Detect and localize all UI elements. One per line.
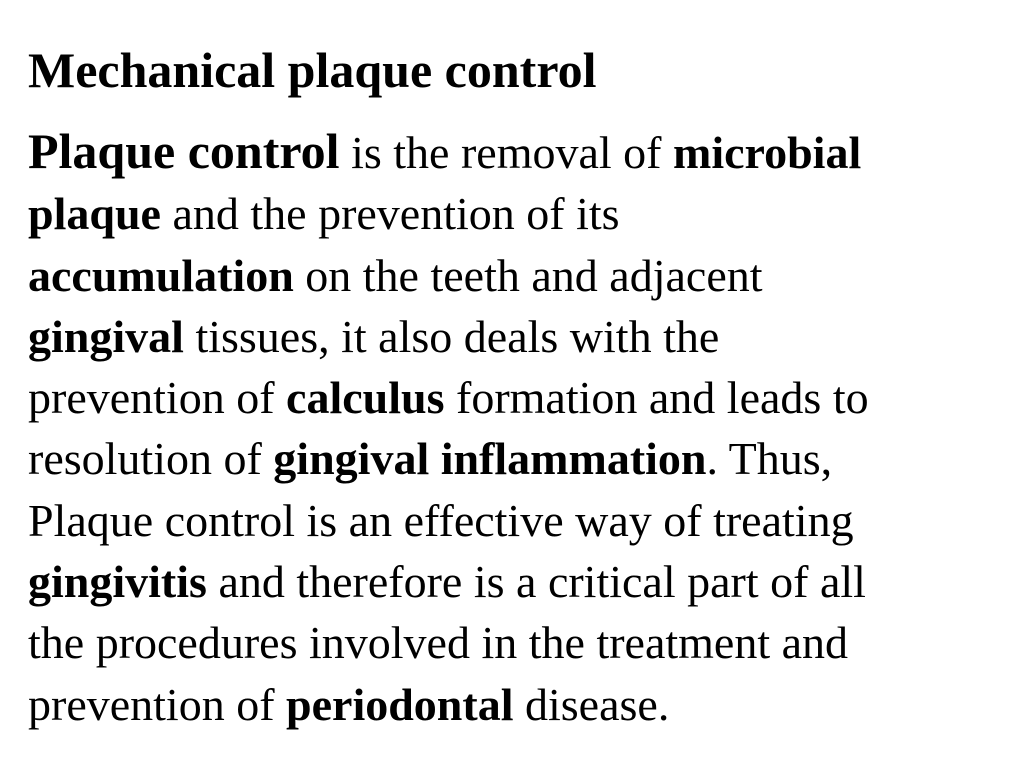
body-text-segment: the procedures involved in the treatment and: [28, 617, 849, 669]
slide-body-text: [28, 121, 978, 735]
body-line: [28, 121, 978, 183]
body-text-segment: disease.: [513, 678, 670, 730]
body-text-segment: . Thus,: [706, 433, 833, 485]
body-text-segment: and the prevention of its: [160, 188, 620, 240]
body-text-segment: and therefore is a critical part of all: [206, 556, 866, 608]
body-line: [28, 551, 978, 612]
lead-term: Plaque control: [28, 123, 340, 179]
body-line: [28, 183, 978, 244]
body-text-segment: prevention of: [28, 372, 287, 424]
body-text-segment: on the teeth and adjacent: [293, 249, 763, 301]
key-term: gingival: [28, 310, 184, 362]
key-term: gingival inflammation: [273, 433, 707, 485]
slide-title: Mechanical plaque control: [28, 42, 597, 98]
body-text-segment: Plaque control is an effective way of treating: [28, 494, 854, 546]
key-term: periodontal: [286, 678, 514, 730]
body-line: [28, 367, 978, 428]
body-text-segment: is the removal of: [339, 127, 673, 178]
body-line: [28, 306, 978, 367]
body-line: [28, 490, 978, 551]
body-line: [28, 674, 978, 735]
body-line: [28, 612, 978, 673]
body-text-segment: resolution of: [28, 433, 274, 485]
body-line: [28, 245, 978, 306]
body-line: [28, 428, 978, 489]
key-term: calculus: [286, 372, 445, 424]
key-term: plaque: [28, 188, 161, 240]
body-text-segment: tissues, it also deals with the: [183, 310, 720, 362]
key-term: microbial: [673, 127, 862, 178]
body-text-segment: prevention of: [28, 678, 287, 730]
body-text-segment: formation and leads to: [444, 372, 869, 424]
key-term: gingivitis: [28, 556, 207, 608]
key-term: accumulation: [28, 249, 294, 301]
